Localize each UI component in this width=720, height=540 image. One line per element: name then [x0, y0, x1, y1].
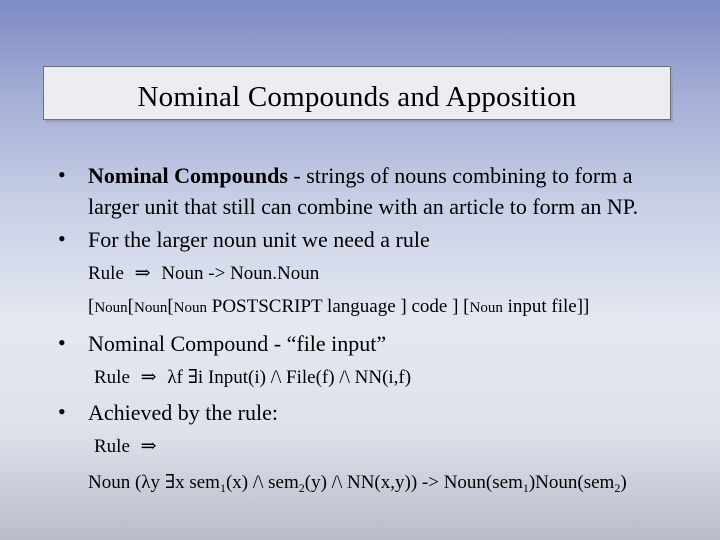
- definition-text: - strings of nouns combining to form a: [287, 163, 633, 188]
- noun-tag: Noun: [94, 300, 128, 316]
- lambda-expression: λf ∃i Input(i) /\ File(f) /\ NN(i,f): [167, 367, 412, 388]
- bracketed-example: [Noun[Noun[Noun POSTSCRIPT language ] code ] [Noun input file]]: [88, 296, 590, 317]
- bullet-achieved: Achieved by the rule:: [88, 400, 278, 425]
- bullet-marker: •: [58, 399, 66, 424]
- implies-arrow: ⇒: [140, 436, 157, 457]
- term-nominal-compounds: Nominal Compounds: [88, 163, 288, 188]
- general-nn-rule: Noun (λy ∃x sem$_1$(x) /\ sem$_2$(y) /\ NN(x,y)) -> Noun(sem$_1$)Noun(sem$_2$): [88, 472, 627, 495]
- implies-arrow: ⇒: [134, 263, 151, 284]
- bullet-rule-needed: For the larger noun unit we need a rule: [88, 227, 430, 252]
- rule-noun-noun: [88, 262, 319, 285]
- rule-label: Rule: [94, 436, 130, 457]
- input-file-text: input file]]: [502, 296, 590, 317]
- bullet-marker: •: [58, 226, 66, 251]
- noun-tag: Noun: [173, 300, 208, 316]
- rule-generic: [94, 435, 157, 458]
- definition-text-line2: larger unit that still can combine with an article to form an NP.: [88, 194, 639, 219]
- rule-body: Noun -> Noun.Noun: [161, 263, 320, 284]
- slide-title: Nominal Compounds and Apposition: [137, 81, 577, 113]
- bullet-file-input: Nominal Compound - “file input”: [88, 331, 387, 356]
- bullet-marker: •: [58, 330, 66, 355]
- rule-label: Rule: [88, 263, 124, 284]
- slide-title-box: [43, 66, 671, 120]
- noun-tag: Noun: [134, 300, 168, 316]
- postscript-text: POSTSCRIPT language ] code ] [: [207, 296, 470, 317]
- noun-tag: Noun: [469, 300, 503, 316]
- bullet-marker: •: [58, 162, 66, 187]
- implies-arrow: ⇒: [140, 367, 157, 388]
- rule-lambda-input: [94, 366, 411, 389]
- rule-label: Rule: [94, 367, 130, 388]
